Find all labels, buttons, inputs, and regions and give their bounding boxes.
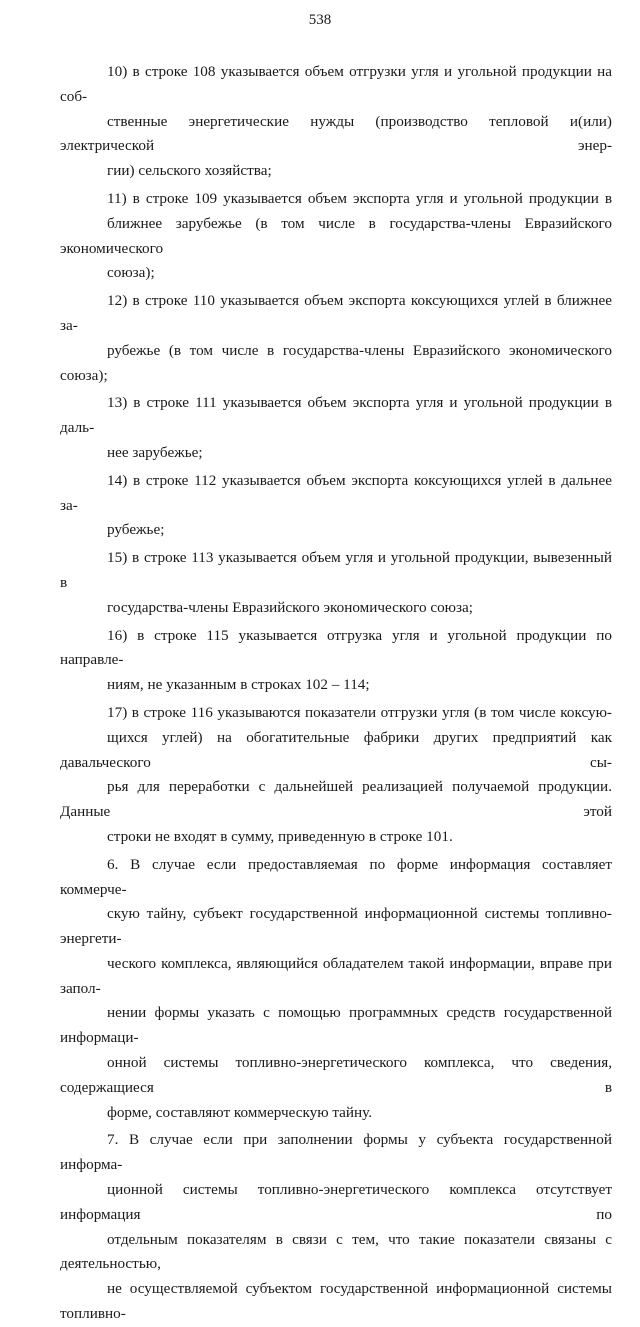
paragraph bbox=[60, 624, 612, 698]
text-line: нении формы указать с помощью программных средств государственной информаци- bbox=[60, 1004, 612, 1047]
text-line: союза); bbox=[107, 264, 155, 282]
text-line: 14) в строке 112 указывается объем экспорта коксующихся углей в дальнее за- bbox=[60, 471, 612, 514]
text-line: рубежье (в том числе в государства-члены Евразийского экономического союза); bbox=[60, 341, 612, 384]
paragraph bbox=[60, 853, 612, 1126]
document-body bbox=[60, 60, 612, 1327]
text-line: форме, составляют коммерческую тайну. bbox=[107, 1103, 373, 1121]
text-line: государства-члены Евразийского экономического союза; bbox=[107, 598, 473, 616]
text-line: ционной системы топливно-энергетического комплекса отсутствует информация по bbox=[60, 1181, 612, 1223]
paragraph bbox=[60, 1128, 612, 1326]
paragraph bbox=[60, 187, 612, 286]
text-line: онной системы топливно-энергетического комплекса, что сведения, содержащиеся в bbox=[60, 1054, 612, 1096]
text-line: 16) в строке 115 указывается отгрузка угля и угольной продукции по направле- bbox=[60, 626, 612, 669]
text-line: 17) в строке 116 указываются показатели отгрузки угля (в том числе коксую- bbox=[107, 703, 612, 721]
text-line: 15) в строке 113 указывается объем угля и угольной продукции, вывезенный в bbox=[60, 549, 612, 591]
paragraph bbox=[60, 469, 612, 543]
text-line: 12) в строке 110 указывается объем экспорта коксующихся углей в ближнее за- bbox=[60, 292, 612, 334]
text-line: 11) в строке 109 указывается объем экспорта угля и угольной продукции в bbox=[107, 189, 612, 207]
text-line: ственные энергетические нужды (производство тепловой и(или) электрической энер- bbox=[60, 112, 612, 155]
page-number: 538 bbox=[308, 12, 332, 28]
text-line: щихся углей) на обогатительные фабрики других предприятий как давальческого сы- bbox=[60, 728, 612, 771]
paragraph bbox=[60, 701, 612, 850]
text-line: скую тайну, субъект государственной информационной системы топливно-энергети- bbox=[60, 905, 612, 948]
text-line: ческого комплекса, являющийся обладателем такой информации, вправе при запол- bbox=[60, 954, 612, 997]
text-line: нее зарубежье; bbox=[107, 443, 203, 461]
paragraph bbox=[60, 289, 612, 388]
text-line: отдельным показателям в связи с тем, что такие показатели связаны с деятельностью, bbox=[60, 1230, 612, 1273]
text-line: гии) сельского хозяйства; bbox=[107, 162, 272, 180]
paragraph bbox=[60, 391, 612, 465]
text-line: рубежье; bbox=[107, 521, 165, 539]
text-line: строки не входят в сумму, приведенную в строке 101. bbox=[107, 827, 453, 845]
paragraph bbox=[60, 60, 612, 184]
text-line: ближнее зарубежье (в том числе в государства-члены Евразийского экономического bbox=[60, 214, 612, 257]
text-line: не осуществляемой субъектом государственной информационной системы топливно- bbox=[60, 1280, 612, 1323]
text-line: 7. В случае если при заполнении формы у субъекта государственной информа- bbox=[60, 1131, 612, 1174]
text-line: ниям, не указанным в строках 102 – 114; bbox=[107, 676, 370, 694]
text-line: рья для переработки с дальнейшей реализацией получаемой продукции. Данные этой bbox=[60, 778, 612, 821]
paragraph bbox=[60, 546, 612, 620]
text-line: 10) в строке 108 указывается объем отгрузки угля и угольной продукции на соб- bbox=[60, 63, 612, 105]
text-line: 6. В случае если предоставляемая по форме информация составляет коммерче- bbox=[60, 855, 612, 898]
text-line: 13) в строке 111 указывается объем экспорта угля и угольной продукции в даль- bbox=[60, 394, 612, 437]
